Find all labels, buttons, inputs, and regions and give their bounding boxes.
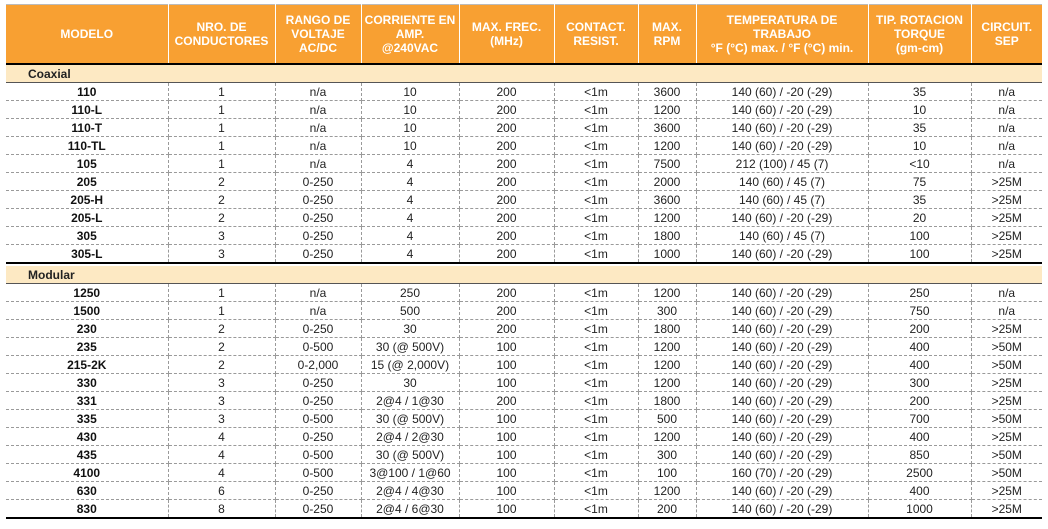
cell-resistencia: <1m — [554, 137, 638, 155]
cell-frecuencia: 200 — [459, 191, 554, 209]
cell-temperatura: 140 (60) / -20 (-29) — [696, 245, 868, 264]
header-voltaje-line: RANGO DE — [285, 13, 351, 27]
header-corriente-line: AMP. — [395, 27, 425, 41]
cell-temperatura: 140 (60) / -20 (-29) — [696, 392, 868, 410]
cell-corriente: 4 — [361, 209, 459, 227]
cell-frecuencia: 200 — [459, 227, 554, 245]
cell-torque: 200 — [868, 392, 971, 410]
cell-torque: 35 — [868, 191, 971, 209]
table-row — [6, 464, 1042, 482]
cell-modelo: 330 — [6, 374, 168, 392]
header-resistencia-line: CONTACT. — [566, 20, 626, 34]
cell-frecuencia: 200 — [459, 392, 554, 410]
cell-resistencia: <1m — [554, 302, 638, 320]
cell-conductores: 1 — [168, 137, 275, 155]
cell-voltaje: 0-250 — [275, 500, 361, 519]
cell-torque: 35 — [868, 83, 971, 101]
cell-torque: 250 — [868, 284, 971, 302]
cell-temperatura: 140 (60) / 45 (7) — [696, 227, 868, 245]
cell-corriente: 2@4 / 2@30 — [361, 428, 459, 446]
header-separacion-line: SEP — [994, 34, 1019, 48]
cell-separacion: n/a — [971, 155, 1042, 173]
cell-separacion: >25M — [971, 320, 1042, 338]
cell-conductores: 3 — [168, 227, 275, 245]
cell-frecuencia: 200 — [459, 137, 554, 155]
cell-corriente: 4 — [361, 155, 459, 173]
cell-voltaje: n/a — [275, 284, 361, 302]
cell-voltaje: 0-250 — [275, 191, 361, 209]
cell-separacion: n/a — [971, 119, 1042, 137]
cell-temperatura: 140 (60) / -20 (-29) — [696, 374, 868, 392]
header-resistencia-line: RESIST. — [573, 34, 619, 48]
header-torque — [868, 5, 971, 65]
cell-corriente: 30 — [361, 320, 459, 338]
cell-resistencia: <1m — [554, 227, 638, 245]
header-separacion — [971, 5, 1042, 65]
cell-modelo: 630 — [6, 482, 168, 500]
cell-temperatura: 140 (60) / -20 (-29) — [696, 101, 868, 119]
cell-torque: 20 — [868, 209, 971, 227]
cell-voltaje: 0-250 — [275, 428, 361, 446]
cell-modelo: 1500 — [6, 302, 168, 320]
header-frecuencia — [459, 5, 554, 65]
cell-separacion: >50M — [971, 338, 1042, 356]
cell-frecuencia: 100 — [459, 356, 554, 374]
cell-torque: 200 — [868, 320, 971, 338]
cell-resistencia: <1m — [554, 482, 638, 500]
table-row — [6, 320, 1042, 338]
table-row — [6, 155, 1042, 173]
cell-frecuencia: 100 — [459, 338, 554, 356]
cell-corriente: 4 — [361, 245, 459, 264]
cell-modelo: 235 — [6, 338, 168, 356]
cell-corriente: 10 — [361, 137, 459, 155]
cell-torque: 400 — [868, 338, 971, 356]
cell-modelo: 105 — [6, 155, 168, 173]
cell-conductores: 8 — [168, 500, 275, 519]
cell-temperatura: 140 (60) / -20 (-29) — [696, 137, 868, 155]
cell-voltaje: 0-250 — [275, 392, 361, 410]
cell-torque: 750 — [868, 302, 971, 320]
cell-temperatura: 140 (60) / 45 (7) — [696, 173, 868, 191]
header-corriente-line: CORRIENTE EN — [364, 13, 456, 27]
cell-corriente: 30 (@ 500V) — [361, 446, 459, 464]
cell-voltaje: 0-500 — [275, 464, 361, 482]
cell-conductores: 1 — [168, 302, 275, 320]
header-conductores-line: NRO. DE — [196, 20, 247, 34]
header-conductores-line: CONDUCTORES — [174, 34, 269, 48]
cell-modelo: 110-TL — [6, 137, 168, 155]
cell-rpm: 1800 — [638, 320, 696, 338]
cell-conductores: 2 — [168, 191, 275, 209]
cell-separacion: >25M — [971, 428, 1042, 446]
cell-resistencia: <1m — [554, 446, 638, 464]
cell-voltaje: n/a — [275, 119, 361, 137]
cell-conductores: 3 — [168, 374, 275, 392]
cell-torque: <10 — [868, 155, 971, 173]
cell-temperatura: 140 (60) / -20 (-29) — [696, 83, 868, 101]
cell-voltaje: 0-250 — [275, 320, 361, 338]
cell-temperatura: 140 (60) / -20 (-29) — [696, 302, 868, 320]
table-row — [6, 191, 1042, 209]
cell-torque: 75 — [868, 173, 971, 191]
cell-rpm: 1200 — [638, 356, 696, 374]
cell-separacion: >25M — [971, 227, 1042, 245]
cell-frecuencia: 200 — [459, 101, 554, 119]
header-resistencia — [554, 5, 638, 65]
cell-conductores: 2 — [168, 320, 275, 338]
cell-corriente: 2@4 / 4@30 — [361, 482, 459, 500]
cell-corriente: 10 — [361, 83, 459, 101]
cell-separacion: >25M — [971, 245, 1042, 264]
header-torque-line: TORQUE — [893, 27, 946, 41]
cell-separacion: >50M — [971, 446, 1042, 464]
cell-frecuencia: 200 — [459, 119, 554, 137]
cell-modelo: 110-T — [6, 119, 168, 137]
cell-resistencia: <1m — [554, 83, 638, 101]
cell-torque: 35 — [868, 119, 971, 137]
cell-resistencia: <1m — [554, 338, 638, 356]
cell-torque: 700 — [868, 410, 971, 428]
cell-frecuencia: 200 — [459, 83, 554, 101]
cell-temperatura: 140 (60) / -20 (-29) — [696, 446, 868, 464]
table-row — [6, 227, 1042, 245]
header-rpm-line: MAX. — [652, 20, 682, 34]
cell-corriente: 15 (@ 2,000V) — [361, 356, 459, 374]
cell-corriente: 10 — [361, 119, 459, 137]
cell-rpm: 500 — [638, 410, 696, 428]
cell-voltaje: 0-250 — [275, 482, 361, 500]
cell-conductores: 2 — [168, 209, 275, 227]
cell-rpm: 1200 — [638, 137, 696, 155]
cell-separacion: >25M — [971, 482, 1042, 500]
cell-separacion: n/a — [971, 284, 1042, 302]
specs-table-container — [6, 4, 1042, 519]
cell-resistencia: <1m — [554, 209, 638, 227]
cell-separacion: >25M — [971, 392, 1042, 410]
table-row — [6, 173, 1042, 191]
cell-temperatura: 140 (60) / -20 (-29) — [696, 209, 868, 227]
cell-modelo: 430 — [6, 428, 168, 446]
cell-separacion: n/a — [971, 83, 1042, 101]
cell-modelo: 830 — [6, 500, 168, 519]
cell-separacion: >25M — [971, 191, 1042, 209]
cell-separacion: >50M — [971, 464, 1042, 482]
cell-rpm: 1800 — [638, 392, 696, 410]
cell-corriente: 30 (@ 500V) — [361, 338, 459, 356]
cell-frecuencia: 100 — [459, 374, 554, 392]
cell-separacion: >50M — [971, 410, 1042, 428]
cell-modelo: 215-2K — [6, 356, 168, 374]
cell-temperatura: 140 (60) / 45 (7) — [696, 191, 868, 209]
cell-frecuencia: 200 — [459, 173, 554, 191]
cell-conductores: 3 — [168, 410, 275, 428]
cell-temperatura: 140 (60) / -20 (-29) — [696, 284, 868, 302]
cell-modelo: 230 — [6, 320, 168, 338]
cell-rpm: 7500 — [638, 155, 696, 173]
cell-temperatura: 140 (60) / -20 (-29) — [696, 338, 868, 356]
cell-modelo: 305 — [6, 227, 168, 245]
cell-separacion: >25M — [971, 500, 1042, 519]
cell-temperatura: 140 (60) / -20 (-29) — [696, 356, 868, 374]
cell-voltaje: 0-250 — [275, 245, 361, 264]
table-row — [6, 356, 1042, 374]
cell-modelo: 205-H — [6, 191, 168, 209]
cell-frecuencia: 200 — [459, 284, 554, 302]
cell-voltaje: n/a — [275, 302, 361, 320]
cell-voltaje: 0-250 — [275, 209, 361, 227]
cell-rpm: 3600 — [638, 119, 696, 137]
cell-resistencia: <1m — [554, 374, 638, 392]
cell-modelo: 435 — [6, 446, 168, 464]
table-row — [6, 482, 1042, 500]
cell-voltaje: 0-250 — [275, 173, 361, 191]
cell-frecuencia: 100 — [459, 446, 554, 464]
cell-voltaje: 0-500 — [275, 410, 361, 428]
cell-resistencia: <1m — [554, 428, 638, 446]
cell-separacion: >25M — [971, 209, 1042, 227]
cell-voltaje: 0-500 — [275, 446, 361, 464]
cell-separacion: n/a — [971, 101, 1042, 119]
cell-temperatura: 140 (60) / -20 (-29) — [696, 428, 868, 446]
cell-conductores: 4 — [168, 428, 275, 446]
cell-conductores: 1 — [168, 83, 275, 101]
header-voltaje — [275, 5, 361, 65]
cell-temperatura: 160 (70) / -20 (-29) — [696, 464, 868, 482]
table-body — [6, 64, 1042, 518]
table-row — [6, 446, 1042, 464]
cell-resistencia: <1m — [554, 464, 638, 482]
cell-corriente: 500 — [361, 302, 459, 320]
header-modelo — [6, 5, 168, 65]
cell-resistencia: <1m — [554, 173, 638, 191]
cell-rpm: 1200 — [638, 284, 696, 302]
header-temperatura-line: TEMPERATURA DE TRABAJO — [726, 13, 838, 41]
table-row — [6, 284, 1042, 302]
cell-modelo: 331 — [6, 392, 168, 410]
cell-modelo: 1250 — [6, 284, 168, 302]
cell-rpm: 2000 — [638, 173, 696, 191]
cell-frecuencia: 200 — [459, 209, 554, 227]
table-row — [6, 338, 1042, 356]
cell-corriente: 250 — [361, 284, 459, 302]
cell-frecuencia: 100 — [459, 410, 554, 428]
header-rpm-line: RPM — [653, 34, 681, 48]
group-row-coaxial — [6, 64, 1042, 83]
cell-temperatura: 140 (60) / -20 (-29) — [696, 500, 868, 519]
cell-rpm: 200 — [638, 500, 696, 519]
cell-torque: 400 — [868, 482, 971, 500]
cell-corriente: 10 — [361, 101, 459, 119]
cell-corriente: 3@100 / 1@60 — [361, 464, 459, 482]
cell-resistencia: <1m — [554, 101, 638, 119]
cell-modelo: 305-L — [6, 245, 168, 264]
table-row — [6, 374, 1042, 392]
cell-modelo: 205 — [6, 173, 168, 191]
cell-torque: 2500 — [868, 464, 971, 482]
cell-voltaje: n/a — [275, 101, 361, 119]
cell-rpm: 300 — [638, 446, 696, 464]
cell-rpm: 1200 — [638, 338, 696, 356]
cell-conductores: 2 — [168, 356, 275, 374]
table-row — [6, 410, 1042, 428]
table-row — [6, 392, 1042, 410]
table-row — [6, 119, 1042, 137]
cell-rpm: 300 — [638, 302, 696, 320]
cell-frecuencia: 200 — [459, 302, 554, 320]
cell-torque: 100 — [868, 245, 971, 264]
cell-resistencia: <1m — [554, 155, 638, 173]
cell-separacion: >25M — [971, 173, 1042, 191]
cell-conductores: 1 — [168, 119, 275, 137]
specs-table — [6, 4, 1042, 519]
cell-separacion: n/a — [971, 302, 1042, 320]
cell-resistencia: <1m — [554, 356, 638, 374]
cell-frecuencia: 200 — [459, 155, 554, 173]
table-row — [6, 101, 1042, 119]
header-frecuencia-line: (MHz) — [490, 34, 523, 48]
cell-torque: 100 — [868, 227, 971, 245]
cell-rpm: 1200 — [638, 101, 696, 119]
cell-torque: 10 — [868, 137, 971, 155]
table-row — [6, 245, 1042, 264]
cell-voltaje: 0-2,000 — [275, 356, 361, 374]
cell-modelo: 335 — [6, 410, 168, 428]
header-temperatura-line: °F (°C) max. / °F (°C) min. — [710, 41, 854, 55]
header-corriente-line: @240VAC — [381, 41, 439, 55]
header-conductores — [168, 5, 275, 65]
cell-temperatura: 140 (60) / -20 (-29) — [696, 410, 868, 428]
cell-torque: 850 — [868, 446, 971, 464]
cell-resistencia: <1m — [554, 284, 638, 302]
cell-frecuencia: 200 — [459, 245, 554, 264]
header-voltaje-line: AC/DC — [299, 41, 337, 55]
table-row — [6, 428, 1042, 446]
cell-voltaje: n/a — [275, 155, 361, 173]
cell-torque: 400 — [868, 428, 971, 446]
cell-resistencia: <1m — [554, 320, 638, 338]
cell-conductores: 2 — [168, 338, 275, 356]
header-modelo-line: MODELO — [60, 27, 114, 41]
cell-conductores: 2 — [168, 173, 275, 191]
cell-rpm: 1200 — [638, 482, 696, 500]
cell-modelo: 110 — [6, 83, 168, 101]
cell-separacion: >25M — [971, 374, 1042, 392]
table-row — [6, 83, 1042, 101]
cell-torque: 1000 — [868, 500, 971, 519]
cell-corriente: 4 — [361, 173, 459, 191]
header-row — [6, 5, 1042, 65]
cell-corriente: 30 — [361, 374, 459, 392]
cell-resistencia: <1m — [554, 119, 638, 137]
cell-corriente: 2@4 / 1@30 — [361, 392, 459, 410]
header-torque-line: (gm-cm) — [895, 41, 944, 55]
header-voltaje-line: VOLTAJE — [291, 27, 345, 41]
cell-voltaje: 0-250 — [275, 227, 361, 245]
group-label: Coaxial — [6, 64, 1042, 83]
cell-frecuencia: 100 — [459, 482, 554, 500]
cell-rpm: 3600 — [638, 83, 696, 101]
cell-resistencia: <1m — [554, 392, 638, 410]
header-separacion-line: CIRCUIT. — [981, 20, 1033, 34]
cell-conductores: 4 — [168, 446, 275, 464]
cell-voltaje: 0-500 — [275, 338, 361, 356]
cell-rpm: 100 — [638, 464, 696, 482]
group-label: Modular — [6, 266, 1042, 284]
cell-conductores: 4 — [168, 464, 275, 482]
cell-conductores: 3 — [168, 245, 275, 264]
cell-temperatura: 140 (60) / -20 (-29) — [696, 482, 868, 500]
header-frecuencia-line: MAX. FREC. — [471, 20, 542, 34]
cell-torque: 400 — [868, 356, 971, 374]
cell-conductores: 6 — [168, 482, 275, 500]
header-corriente — [361, 5, 459, 65]
cell-conductores: 3 — [168, 392, 275, 410]
cell-temperatura: 140 (60) / -20 (-29) — [696, 119, 868, 137]
cell-corriente: 4 — [361, 227, 459, 245]
header-rpm — [638, 5, 696, 65]
cell-separacion: n/a — [971, 137, 1042, 155]
cell-rpm: 1200 — [638, 209, 696, 227]
cell-resistencia: <1m — [554, 410, 638, 428]
cell-resistencia: <1m — [554, 500, 638, 519]
table-row — [6, 500, 1042, 519]
cell-modelo: 110-L — [6, 101, 168, 119]
cell-torque: 300 — [868, 374, 971, 392]
header-torque-line: TIP. ROTACION — [876, 13, 963, 27]
cell-modelo: 205-L — [6, 209, 168, 227]
cell-corriente: 2@4 / 6@30 — [361, 500, 459, 519]
cell-resistencia: <1m — [554, 245, 638, 264]
cell-voltaje: n/a — [275, 137, 361, 155]
header-temperatura — [696, 5, 868, 65]
cell-rpm: 1000 — [638, 245, 696, 264]
cell-voltaje: n/a — [275, 83, 361, 101]
cell-rpm: 1800 — [638, 227, 696, 245]
cell-temperatura: 212 (100) / 45 (7) — [696, 155, 868, 173]
table-row — [6, 137, 1042, 155]
cell-frecuencia: 200 — [459, 320, 554, 338]
cell-separacion: >50M — [971, 356, 1042, 374]
cell-voltaje: 0-250 — [275, 374, 361, 392]
cell-resistencia: <1m — [554, 191, 638, 209]
cell-corriente: 4 — [361, 191, 459, 209]
cell-rpm: 1200 — [638, 428, 696, 446]
cell-temperatura: 140 (60) / -20 (-29) — [696, 320, 868, 338]
cell-frecuencia: 100 — [459, 464, 554, 482]
cell-modelo: 4100 — [6, 464, 168, 482]
cell-frecuencia: 100 — [459, 428, 554, 446]
cell-corriente: 30 (@ 500V) — [361, 410, 459, 428]
cell-conductores: 1 — [168, 284, 275, 302]
cell-torque: 10 — [868, 101, 971, 119]
cell-conductores: 1 — [168, 101, 275, 119]
cell-frecuencia: 100 — [459, 500, 554, 519]
group-row-modular — [6, 266, 1042, 284]
cell-rpm: 1200 — [638, 374, 696, 392]
cell-rpm: 3600 — [638, 191, 696, 209]
cell-conductores: 1 — [168, 155, 275, 173]
table-row — [6, 302, 1042, 320]
table-row — [6, 209, 1042, 227]
